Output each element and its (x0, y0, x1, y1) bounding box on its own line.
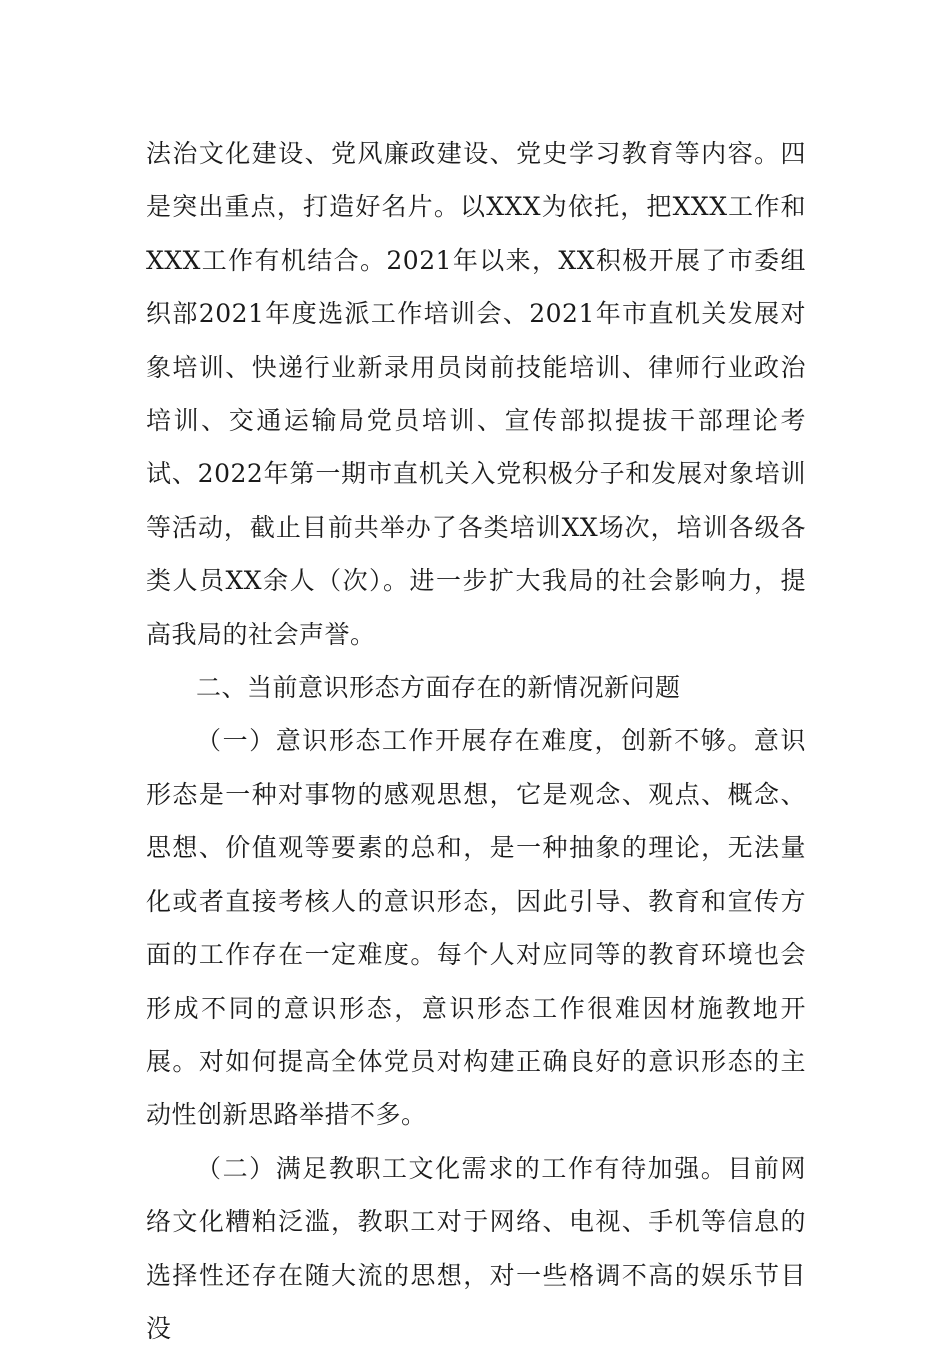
paragraph-subsection-two: （二）满足教职工文化需求的工作有待加强。目前网络文化糟粕泛滥，教职工对于网络、电视、手机等信息的选择性还存在随大流的思想，对一些格调不高的娱乐节目没 (146, 1153, 806, 1343)
paragraph-continuation: 法治文化建设、党风廉政建设、党史学习教育等内容。四是突出重点，打造好名片。以XXX为依托，把XXX工作和XXX工作有机结合。2021年以来，XX积极开展了市委组织部2021年度选派工作培训会、2021年市直机关发展对象培训、快递行业新录用员岗前技能培训、律师行业政治培训、交通运输局党员培训、宣传部拟提拔干部理论考试、2022年第一期市直机关入党积极分子和发展对象培训等活动，截止目前共举办了各类培训XX场次，培训各级各类人员XX余人（次）。进一步扩大我局的社会影响力，提高我局的社会声誉。 (146, 139, 806, 649)
section-heading-two: 二、当前意识形态方面存在的新情况新问题 (196, 673, 681, 703)
document-body (146, 127, 806, 1355)
paragraph-subsection-one: （一）意识形态工作开展存在难度，创新不够。意识形态是一种对事物的感观思想，它是观念、观点、概念、思想、价值观等要素的总和，是一种抽象的理论，无法量化或者直接考核人的意识形态，因此引导、教育和宣传方面的工作存在一定难度。每个人对应同等的教育环境也会形成不同的意识形态，意识形态工作很难因材施教地开展。对如何提高全体党员对构建正确良好的意识形态的主动性创新思路举措不多。 (146, 726, 806, 1130)
